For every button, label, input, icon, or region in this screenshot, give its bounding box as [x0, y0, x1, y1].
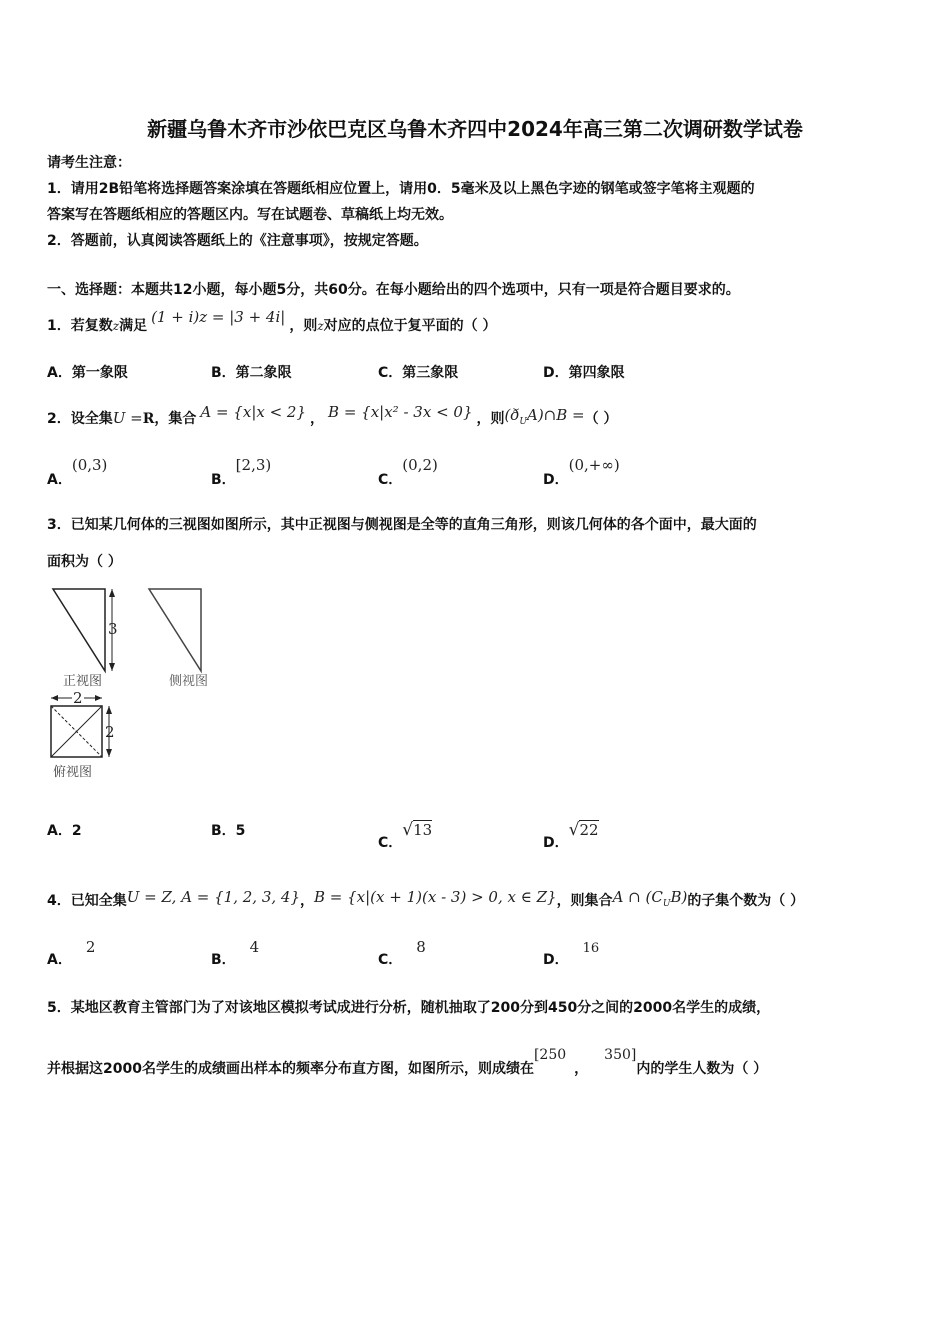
q3-option-d[interactable]: D．√22	[543, 820, 599, 851]
q4-mid: ，则集合	[556, 893, 613, 909]
q2-paren: （ ）	[584, 411, 618, 427]
q2-mid: ，集合	[154, 411, 197, 427]
q2-option-b[interactable]: B．[2,3)	[211, 456, 272, 488]
top-view-label: 俯视图	[53, 765, 93, 780]
q4-option-c[interactable]: C．8	[378, 938, 426, 968]
q2-expr: $(ð_UA)\cap B$ =	[504, 406, 585, 427]
top-depth-label: 2	[105, 723, 115, 741]
q4-formula-3: A ∩ $(C_UB)$	[612, 888, 688, 909]
q5-interval-sep: ，	[574, 1061, 589, 1077]
side-view-label: 侧视图	[169, 674, 209, 689]
top-view	[51, 689, 115, 780]
q1-option-b[interactable]: B．第二象限	[211, 365, 292, 381]
q5-line-2	[47, 1047, 768, 1078]
front-dim-arrow-top	[109, 589, 115, 597]
top-dim-arrow-down	[106, 749, 112, 757]
top-dim-arrow-left	[51, 695, 58, 701]
front-dim-arrow-bottom	[109, 663, 115, 671]
q2-prefix: 2．设全集	[47, 411, 113, 427]
q2-u-bold: R	[142, 411, 155, 427]
q5-line-2-prefix: 并根据这2000名学生的成绩画出样本的频率分布直方图，如图所示，则成绩在	[47, 1061, 534, 1077]
notice-line-1: 1．请用2B铅笔将选择题答案涂填在答题纸相应位置上，请用0．5毫米及以上黑色字迹的钢笔或签字笔将主观题的	[47, 181, 755, 197]
q4-option-a[interactable]: A．2	[47, 938, 96, 968]
q4-formula-1: U = Z, A = {1, 2, 3, 4}	[126, 888, 300, 906]
q4-option-b[interactable]: B．4	[211, 938, 260, 968]
q1-option-d[interactable]: D．第四象限	[543, 365, 625, 381]
q3-option-c[interactable]: C．√13	[378, 820, 433, 851]
q4-prefix: 4．已知全集	[47, 893, 127, 909]
q1-prefix: 1．若复数	[47, 318, 113, 334]
top-dim-arrow-right	[95, 695, 102, 701]
question-2	[47, 403, 618, 430]
top-width-label: 2	[73, 689, 83, 707]
question-4	[47, 890, 804, 912]
q3-line-1: 3．已知某几何体的三视图如图所示，其中正视图与侧视图是全等的直角三角形，则该几何体的各个面中，最大面的	[47, 517, 757, 533]
q1-formula: (1 + i)z = |3 + 4i|	[151, 308, 286, 326]
section-heading: 一、选择题：本题共12小题，每小题5分，共60分。在每小题给出的四个选项中，只有一项是符合题目要求的。	[47, 282, 740, 298]
q1-var2: z	[317, 319, 324, 333]
front-view-label: 正视图	[63, 674, 103, 689]
q2-then: ，则	[476, 411, 505, 427]
q2-option-a[interactable]: A．(0,3)	[47, 456, 108, 488]
top-dim-arrow-up	[106, 706, 112, 714]
notice-line-3: 2．答题前，认真阅读答题纸上的《注意事项》，按规定答题。	[47, 233, 428, 249]
q1-option-a[interactable]: A．第一象限	[47, 365, 128, 381]
q2-u-formula: U =	[112, 409, 143, 427]
q1-mid2: ，则	[289, 318, 318, 334]
sqrt-symbol: √	[402, 820, 414, 840]
page-title: 新疆乌鲁木齐市沙依巴克区乌鲁木齐四中2024年高三第二次调研数学试卷	[147, 117, 803, 141]
q4-suffix: 的子集个数为（ ）	[687, 893, 805, 909]
front-view	[53, 589, 118, 689]
q4-option-d[interactable]: D．16	[543, 941, 600, 968]
three-view-figure	[45, 585, 235, 785]
q4-comma: ，	[300, 893, 314, 909]
q3-line-2: 面积为（ ）	[47, 554, 122, 570]
sqrt-symbol: √	[568, 820, 580, 840]
side-view	[149, 589, 208, 689]
q5-interval-left: [250	[533, 1047, 567, 1063]
q5-line-2-suffix: 内的学生人数为（ ）	[636, 1061, 768, 1077]
q2-set-a: A = {x|x < 2}	[200, 403, 307, 421]
q1-mid: 满足	[119, 318, 148, 334]
q3-option-a[interactable]: A．2	[47, 823, 82, 839]
q5-interval-right: 350]	[604, 1047, 637, 1063]
q2-comma: ，	[310, 411, 325, 427]
front-triangle	[53, 589, 105, 671]
q2-set-b: B = {x|x² - 3x < 0}	[328, 403, 473, 421]
q4-formula-2: B = {x|(x + 1)(x - 3) > 0, x ∈ Z}	[314, 888, 557, 906]
question-1	[47, 308, 497, 335]
front-height-label: 3	[108, 620, 118, 638]
q1-var: z	[112, 319, 120, 333]
side-triangle	[149, 589, 201, 671]
notice-heading: 请考生注意：	[47, 155, 131, 171]
notice-line-2: 答案写在答题纸相应的答题区内。写在试题卷、草稿纸上均无效。	[47, 207, 453, 223]
q1-option-c[interactable]: C．第三象限	[378, 365, 459, 381]
q5-line-1: 5．某地区教育主管部门为了对该地区模拟考试成进行分析，随机抽取了200分到450分之间的2000名学生的成绩，	[47, 1000, 771, 1016]
q2-option-d[interactable]: D．(0,+∞)	[543, 456, 620, 488]
q1-suffix: 对应的点位于复平面的（ ）	[323, 318, 497, 334]
q2-option-c[interactable]: C．(0,2)	[378, 456, 438, 488]
q3-option-b[interactable]: B．5	[211, 823, 246, 839]
